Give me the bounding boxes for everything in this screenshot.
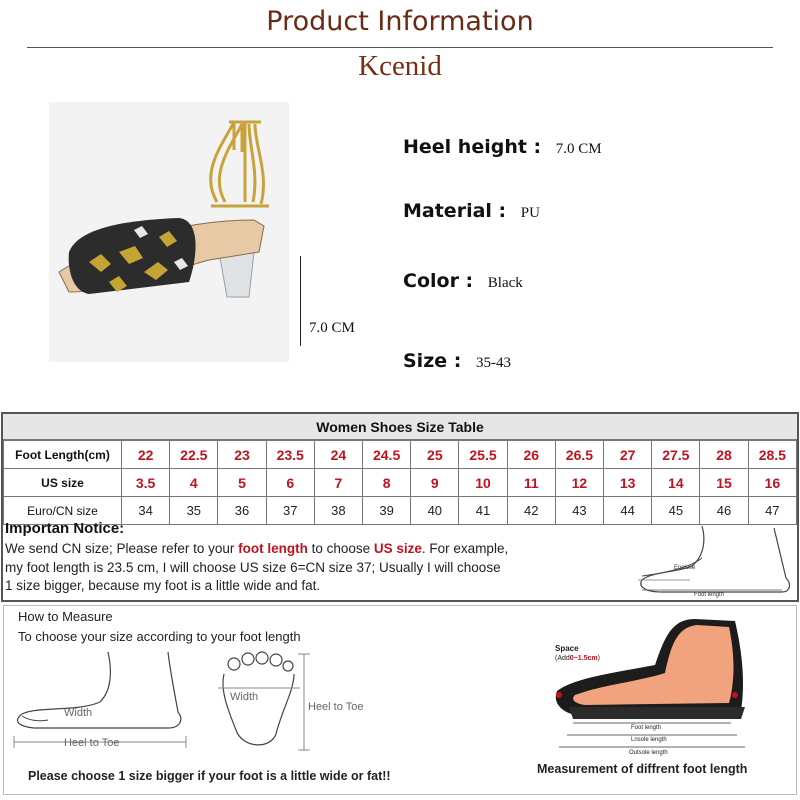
table-cell: 10 [459,469,507,497]
spec-label: Size : [403,350,462,372]
spec-label: Color : [403,270,474,292]
spec-material [403,200,540,222]
table-cell: 5 [218,469,266,497]
table-cell: 42 [507,497,555,525]
table-cell: 34 [122,497,170,525]
table-cell: 43 [555,497,603,525]
size-table-title: Women Shoes Size Table [3,414,797,440]
notice-highlight: foot length [238,541,308,556]
table-cell: 26 [507,441,555,469]
space-close: ) [597,655,600,662]
table-cell: 36 [218,497,266,525]
notice-title: Importan Notice: [5,520,125,537]
shoe-fit-diagram [545,615,775,760]
table-cell: 44 [604,497,652,525]
table-row [4,441,797,469]
table-cell: 8 [363,469,411,497]
space-add: (Add [555,655,570,662]
space-label: Space [555,644,579,653]
table-cell: 22.5 [170,441,218,469]
table-cell: 23 [218,441,266,469]
table-cell: 28.5 [748,441,796,469]
measure-title: How to Measure [18,609,113,624]
outsole-length-label: Outsole length [629,750,668,756]
notice-highlight: US size [373,541,422,556]
foot-length-label: Foot length [694,592,725,598]
table-cell: 28 [700,441,748,469]
notice-line-3: 1 size bigger, because my foot is a little wide and fat. [5,578,321,593]
width-label: Width [64,707,93,719]
table-cell: 16 [748,469,796,497]
table-cell: 3.5 [122,469,170,497]
table-cell: 22 [122,441,170,469]
table-cell: 11 [507,469,555,497]
measure-subtitle: To choose your size according to your foot length [18,629,301,644]
table-cell: 4 [170,469,218,497]
heel-height-marker [300,256,301,346]
bottom-note: Please choose 1 size bigger if your foot is a little wide or fat!! [28,769,391,783]
notice-text: We send CN size; Please refer to your [5,541,239,556]
table-cell: 15 [700,469,748,497]
table-cell: 40 [411,497,459,525]
table-cell: 14 [652,469,700,497]
spec-value: Black [487,275,523,291]
table-cell: 47 [748,497,796,525]
heel-to-toe-label: Heel to Toe [64,737,120,749]
space-range: 0~1.5cm [569,655,598,662]
spec-size [403,350,511,372]
table-cell: 27 [604,441,652,469]
table-cell: 37 [266,497,314,525]
table-cell: 26.5 [555,441,603,469]
table-cell: 6 [266,469,314,497]
table-row [4,469,797,497]
foot-length-illustration [632,522,794,598]
spec-value: PU [520,205,540,221]
table-cell: 38 [314,497,362,525]
heel-height-marker-label: 7.0 CM [309,320,355,336]
page-title: Product Information [266,6,534,37]
notice-text: to choose [307,541,374,556]
enclose-label: Enclose [674,565,696,571]
width-label: Width [230,691,259,703]
row-label: US size [4,469,122,497]
header-divider [27,47,773,48]
spec-label: Heel height : [403,136,542,158]
table-cell: 35 [170,497,218,525]
table-cell: 12 [555,469,603,497]
notice-text: . For example, [421,541,509,556]
table-cell: 25 [411,441,459,469]
table-cell: 27.5 [652,441,700,469]
brand-name: Kcenid [358,50,442,82]
row-label: Foot Length(cm) [4,441,122,469]
insole-length-label: Lnsole length [631,737,667,743]
diagram-caption: Measurement of diffrent foot length [537,762,748,776]
table-cell: 23.5 [266,441,314,469]
spec-value: 7.0 CM [555,141,602,157]
table-cell: 46 [700,497,748,525]
row-label: Euro/CN size [4,497,122,525]
table-cell: 7 [314,469,362,497]
spec-heel-height [403,136,602,158]
table-cell: 25.5 [459,441,507,469]
table-cell: 9 [411,469,459,497]
top-foot-diagram [208,650,388,758]
table-cell: 13 [604,469,652,497]
size-table [3,440,797,525]
spec-value: 35-43 [475,355,511,371]
spec-color [403,270,523,292]
table-cell: 41 [459,497,507,525]
notice-line-2: my foot length is 23.5 cm, I will choose US size 6=CN size 37; Usually I will choose [5,560,501,575]
heel-to-toe-label: Heel to Toe [308,701,364,713]
notice-line-1 [5,541,508,556]
product-photo [49,102,289,362]
spec-label: Material : [403,200,507,222]
svg-text:(Add0~1.5cm) [555,655,600,662]
foot-length-label: Foot length [631,725,662,731]
table-cell: 39 [363,497,411,525]
side-foot-diagram [8,650,193,755]
table-cell: 45 [652,497,700,525]
table-cell: 24.5 [363,441,411,469]
table-cell: 24 [314,441,362,469]
